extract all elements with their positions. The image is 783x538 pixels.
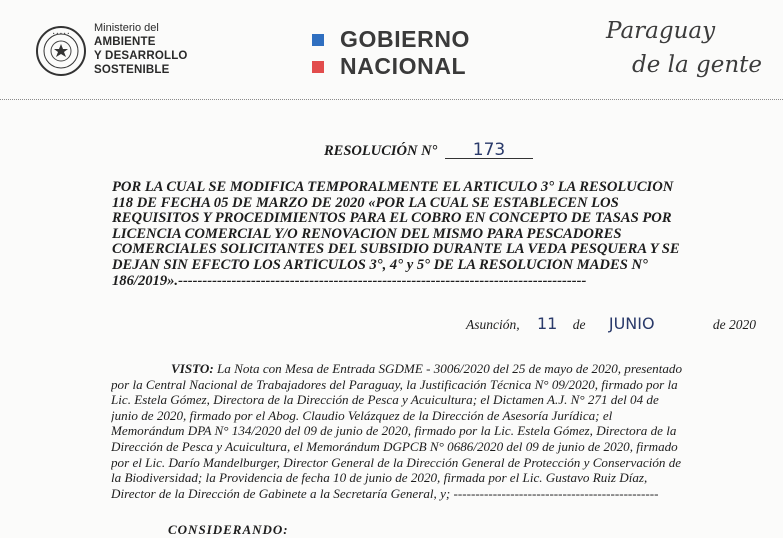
blue-square-icon (312, 34, 324, 46)
title-line: 186/2019».------------------------------------------------------------------------------------ (112, 273, 587, 289)
svg-text:• • • • •: • • • • • (52, 31, 70, 36)
visto-line: Memorándum DPA N° 134/2020 del 09 de junio de 2020, firmado por la Lic. Estela Gómez, Directora de la (111, 423, 677, 439)
nacional-word: NACIONAL (340, 53, 467, 79)
slogan (606, 14, 762, 82)
visto-line: Director de la Dirección de Gabinete a la Secretaría General, y; ----------------------------------------------- (111, 485, 659, 501)
visto-text: La Nota con Mesa de Entrada SGDME - 3006/2020 del 25 de mayo de 2020, presentado (216, 361, 682, 376)
title-line: POR LA CUAL SE MODIFICA TEMPORALMENTE EL ARTICULO 3° LA RESOLUCIÓN (112, 180, 674, 195)
visto-line: Lic. Estela Gómez, Directora de la Dirección de Pesca y Acuicultura; el Dictamen A.J. N° 271 del 04 de (111, 392, 659, 408)
resolution-label: RESOLUCIÓN N° (324, 143, 438, 159)
considerando-heading: CONSIDERANDO: (168, 522, 289, 537)
visto-line: por el Lic. Darío Mandelburger, Director General de la Dirección General de Protección y Conservación de (111, 454, 682, 470)
letterhead (0, 0, 783, 100)
slogan-line: Paraguay (606, 18, 716, 44)
slogan-line: de la gente (632, 52, 763, 78)
resolution-number: 173 (445, 142, 533, 159)
visto-line: la Biodiversidad; la Providencia de fecha 10 de junio de 2020, firmada por el Lic. Gustavo Ruiz Díaz, (111, 470, 648, 486)
resolution-heading (324, 142, 533, 160)
red-square-icon (312, 61, 324, 73)
ministry-line: SOSTENIBLE (94, 64, 170, 76)
title-line: 118 DE FECHA 05 DE MARZO DE 2020 «POR LA CUAL SE ESTABLECEN LOS (112, 195, 619, 211)
title-line: DEJAN SIN EFECTO LOS ARTÍCULOS 3°, 4° y 5° DE LA RESOLUCIÓN MADES N° (112, 257, 648, 273)
date-line (466, 314, 756, 333)
ministry-line: Ministerio del (94, 22, 159, 34)
date-year: de 2020 (712, 317, 756, 332)
title-line: REQUISITOS Y PROCEDIMIENTOS PARA EL COBRO EN CONCEPTO DE TASAS POR (112, 211, 672, 227)
visto-label: VISTO: (171, 361, 214, 376)
title-line: LICENCIA COMERCIAL Y/O RENOVACIÓN DEL MISMO PARA PESCADORES (112, 226, 622, 242)
gobierno-word: GOBIERNO (340, 26, 471, 52)
visto-line: junio de 2020, firmado por el Abog. Claudio Velázquez de la Dirección de Asesoría Jurídica; el (111, 407, 613, 423)
ministry-line: Y DESARROLLO (94, 50, 188, 62)
resolution-title (112, 180, 755, 289)
date-city: Asunción, (466, 317, 520, 332)
visto-paragraph (111, 361, 755, 501)
header-divider (0, 99, 783, 100)
date-day: 11 (537, 314, 558, 333)
visto-line: Dirección de Pesca y Acuicultura, el Memorándum DGPCB N° 0686/2020 del 09 de junio de 2020, firmado (111, 438, 678, 454)
visto-line: por la Central Nacional de Trabajadores del Paraguay, la Justificación Técnica N° 09/2020, firmado por la (111, 376, 678, 392)
date-de: de (572, 317, 586, 332)
gobierno-nacional-logo (312, 26, 470, 80)
ministry-name (94, 22, 188, 77)
date-month: JUNIO (608, 314, 655, 333)
title-line: COMERCIALES SOLICITANTES DEL SUBSIDIO DURANTE LA VEDA PESQUERA Y SE (112, 242, 680, 258)
national-seal-icon (35, 25, 87, 77)
ministry-line: AMBIENTE (94, 36, 156, 48)
visto-first-line (111, 361, 755, 377)
